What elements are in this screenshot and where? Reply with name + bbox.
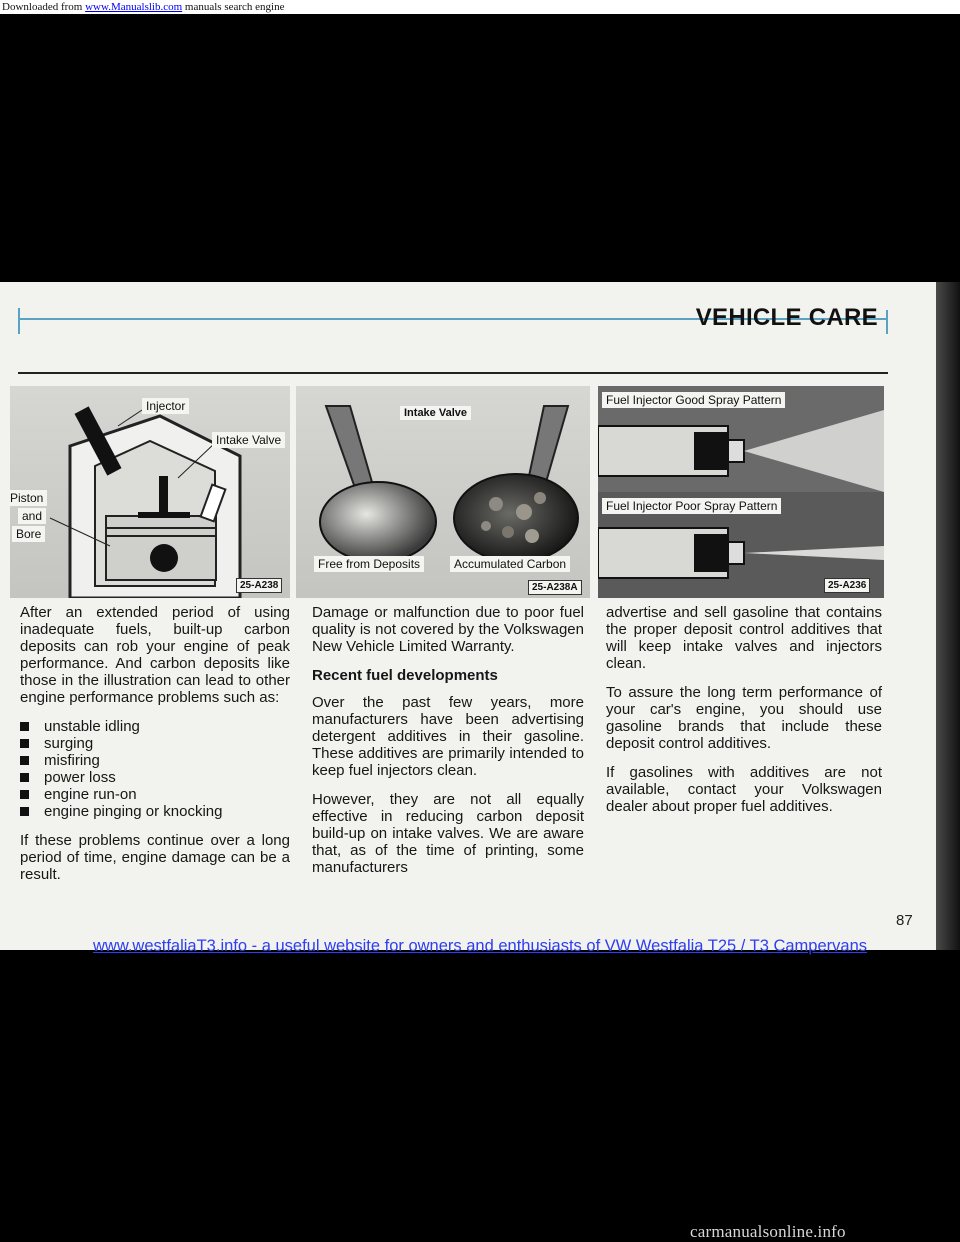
and-label: and <box>18 508 46 524</box>
list-item: unstable idling <box>20 718 290 735</box>
injector-spray-figure <box>598 386 884 598</box>
injector-spray-illustration <box>598 386 884 598</box>
intake-valve-figure <box>296 386 590 598</box>
figure-code: 25-A238A <box>528 580 582 595</box>
page-edge-shadow <box>936 282 960 950</box>
engine-cross-section-illustration <box>10 386 290 598</box>
text-column-3 <box>606 604 882 827</box>
recent-fuel-heading: Recent fuel developments <box>312 667 498 684</box>
list-item: surging <box>20 735 290 752</box>
list-item: engine pinging or knocking <box>20 803 290 820</box>
section-title: VEHICLE CARE <box>695 304 878 331</box>
accumulated-carbon-label: Accumulated Carbon <box>450 556 570 572</box>
bore-label: Bore <box>12 526 45 542</box>
piston-label: Piston <box>10 490 47 506</box>
figure-code: 25-A238 <box>236 578 282 593</box>
column-3-paragraph-2: To assure the long term performance of your car's engine, you should use gasoline brands that include these deposit control additives. <box>606 684 882 752</box>
column-3-paragraph-1: advertise and sell gasoline that contains the proper deposit control additives that will keep intake valves and injectors clean. <box>606 604 882 672</box>
header-endcap <box>886 310 888 334</box>
page-number: 87 <box>896 912 913 929</box>
text-column-2 <box>312 604 584 888</box>
download-source-bar <box>0 0 960 14</box>
list-item: power loss <box>20 769 290 786</box>
download-suffix: manuals search engine <box>182 1 285 13</box>
column-2-paragraph-3: However, they are not all equally effective in reducing carbon deposit build-up on intake valves. We are aware that, as of the time of printing, some manufacturers <box>312 791 584 876</box>
poor-spray-label: Fuel Injector Poor Spray Pattern <box>602 498 781 514</box>
header-rule <box>18 372 888 374</box>
column-1-intro: After an extended period of using inadequate fuels, built-up carbon deposits can rob your engine of peak performance. And carbon deposits like those in the illustration can lead to other engine performance problems such as: <box>20 604 290 706</box>
good-spray-label: Fuel Injector Good Spray Pattern <box>602 392 785 408</box>
engine-cross-section-figure <box>10 386 290 598</box>
list-item: engine run-on <box>20 786 290 803</box>
column-3-paragraph-3: If gasolines with additives are not available, contact your Volkswagen dealer about proper fuel additives. <box>606 764 882 815</box>
text-column-1 <box>20 604 290 895</box>
problem-list <box>20 718 290 820</box>
westfalia-footer-link[interactable]: www.westfaliaT3.info - a useful website for owners and enthusiasts of VW Westfalia T25 / T3 Campervans <box>92 937 868 955</box>
column-2-paragraph-2: Over the past few years, more manufacturers have been advertising detergent additives in their gasoline. These additives are primarily intended to keep fuel injectors clean. <box>312 694 584 779</box>
free-from-deposits-label: Free from Deposits <box>314 556 424 572</box>
column-1-outro: If these problems continue over a long period of time, engine damage can be a result. <box>20 832 290 883</box>
manualslib-link[interactable]: www.Manualslib.com <box>85 1 183 13</box>
injector-label: Injector <box>142 398 189 414</box>
manual-page <box>0 282 936 950</box>
figure-code: 25-A236 <box>824 578 870 593</box>
list-item: misfiring <box>20 752 290 769</box>
watermark-text: carmanualsonline.info <box>690 1222 846 1241</box>
intake-valve-title: Intake Valve <box>400 406 471 420</box>
header-left-cap <box>18 308 20 334</box>
column-2-paragraph-1: Damage or malfunction due to poor fuel quality is not covered by the Volkswagen New Vehicle Limited Warranty. <box>312 604 584 655</box>
download-prefix: Downloaded from <box>2 1 86 13</box>
intake-valve-label: Intake Valve <box>212 432 285 448</box>
